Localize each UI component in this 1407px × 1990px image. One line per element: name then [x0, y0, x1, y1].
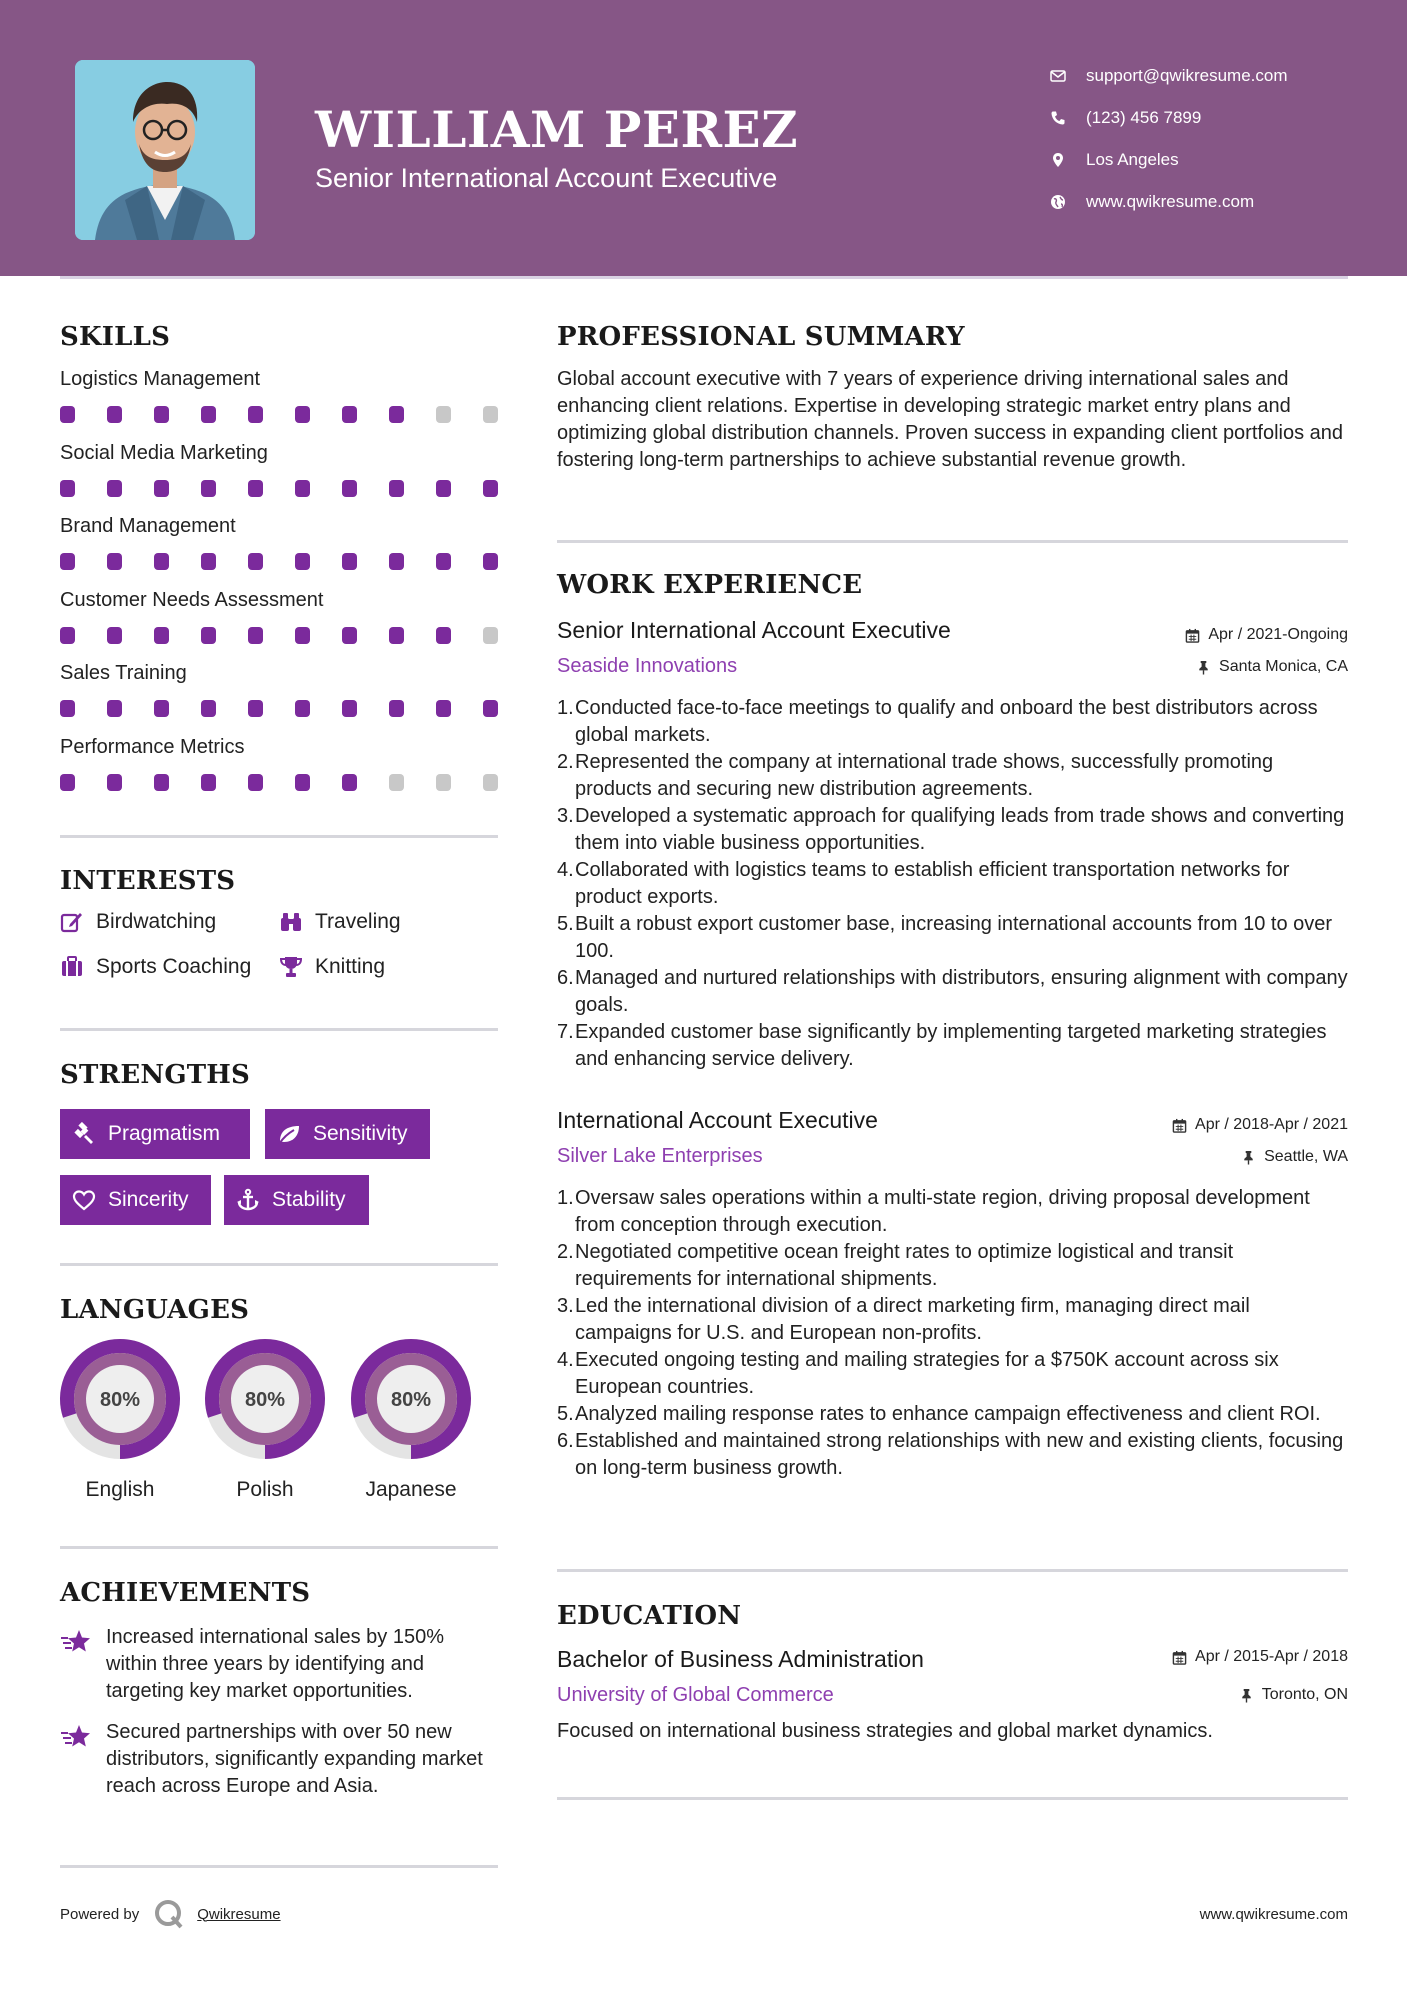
skill-name: Logistics Management: [60, 368, 261, 390]
rating-dot-filled: [248, 553, 263, 570]
bullet-item: [557, 1239, 1352, 1293]
rating-dot-filled: [154, 553, 169, 570]
bullet-number: 5.: [557, 913, 574, 935]
rating-dot-filled: [342, 700, 357, 717]
rating-dot-filled: [107, 774, 122, 791]
skill-item: [60, 662, 500, 717]
bullet-text: Oversaw sales operations within a multi-state region, driving proposal development from conception through execution.: [575, 1187, 1310, 1236]
bullet-item: [557, 965, 1352, 1019]
rating-dot-filled: [436, 627, 451, 644]
skill-item: [60, 515, 500, 570]
rating-dot-filled: [295, 406, 310, 423]
envelope-icon: [1050, 66, 1086, 86]
summary-heading: PROFESSIONAL SUMMARY: [557, 322, 965, 352]
bullet-text: Built a robust export customer base, increasing international accounts from 10 to over 100.: [575, 913, 1333, 962]
strength-tag: [265, 1109, 430, 1159]
skill-rating: [60, 700, 498, 717]
bullet-text: Expanded customer base significantly by implementing targeted marketing strategies and enhancing service delivery.: [575, 1021, 1327, 1070]
bullet-text: Negotiated competitive ocean freight rates to optimize logistical and transit requirements for international shipments.: [575, 1241, 1234, 1290]
education-dates-text: Apr / 2015-Apr / 2018: [1195, 1648, 1348, 1665]
skill-rating: [60, 774, 498, 791]
skill-rating: [60, 480, 498, 497]
bullet-item: [557, 1293, 1352, 1347]
leaf-icon: [277, 1122, 301, 1146]
binoculars-icon: [279, 910, 303, 934]
profile-photo: [75, 60, 255, 240]
calendar-icon: [1185, 628, 1200, 643]
pushpin-icon: [1196, 660, 1211, 675]
footer-website[interactable]: www.qwikresume.com: [1199, 1906, 1348, 1923]
bullet-item: [557, 695, 1352, 749]
strength-tag: [60, 1109, 250, 1159]
contact-email[interactable]: [1050, 55, 1288, 97]
contact-phone[interactable]: [1050, 97, 1288, 139]
bullet-item: [557, 1019, 1352, 1073]
rating-dot-filled: [389, 406, 404, 423]
rating-dot-filled: [248, 774, 263, 791]
language-percent: 80%: [390, 1389, 432, 1411]
language-donut: [350, 1338, 472, 1460]
rating-dot-filled: [201, 774, 216, 791]
bullet-number: 4.: [557, 1349, 574, 1371]
rating-dot-filled: [154, 480, 169, 497]
rating-dot-filled: [60, 627, 75, 644]
rating-dot-filled: [154, 700, 169, 717]
rating-dot-filled: [483, 553, 498, 570]
candidate-title: Senior International Account Executive: [315, 163, 778, 193]
rating-dot-filled: [389, 480, 404, 497]
rating-dot-filled: [342, 406, 357, 423]
languages-heading: LANGUAGES: [60, 1295, 250, 1325]
section-divider: [557, 540, 1348, 543]
rating-dot-filled: [107, 700, 122, 717]
interest-item: [279, 910, 401, 934]
rating-dot-filled: [483, 480, 498, 497]
bullet-item: [557, 1185, 1352, 1239]
rating-dot-filled: [389, 700, 404, 717]
bullet-number: 6.: [557, 1430, 574, 1452]
education-description: Focused on international business strategies and global market dynamics.: [557, 1720, 1213, 1742]
job-dates-text: Apr / 2021-Ongoing: [1208, 626, 1348, 643]
bullet-item: [557, 803, 1352, 857]
rating-dot-empty: [483, 774, 498, 791]
interest-item: [60, 910, 216, 934]
skill-name: Customer Needs Assessment: [60, 588, 324, 611]
bullet-text: Developed a systematic approach for qualifying leads from trade shows and converting them into viable business opportunities.: [575, 805, 1345, 854]
calendar-icon: [1172, 1650, 1187, 1665]
strength-tag: [60, 1175, 211, 1225]
contact-website-text: www.qwikresume.com: [1086, 192, 1255, 211]
rating-dot-filled: [154, 627, 169, 644]
bullet-number: 6.: [557, 967, 574, 989]
skill-rating: [60, 553, 498, 570]
rating-dot-filled: [107, 480, 122, 497]
gavel-icon: [72, 1122, 96, 1146]
language-percent: 80%: [99, 1389, 141, 1411]
skill-rating: [60, 627, 498, 644]
bullet-number: 5.: [557, 1403, 574, 1425]
rating-dot-filled: [389, 627, 404, 644]
skill-name: Brand Management: [60, 515, 236, 537]
experience-heading: WORK EXPERIENCE: [557, 570, 863, 600]
rating-dot-filled: [248, 480, 263, 497]
skill-item: [60, 368, 500, 423]
bullet-number: 7.: [557, 1021, 574, 1043]
rating-dot-empty: [483, 406, 498, 423]
bullet-number: 3.: [557, 1295, 574, 1317]
skills-heading: SKILLS: [60, 322, 171, 352]
skill-rating: [60, 406, 498, 423]
section-divider: [557, 1569, 1348, 1572]
rating-dot-filled: [295, 627, 310, 644]
job-location-text: Seattle, WA: [1264, 1148, 1348, 1165]
rating-dot-filled: [342, 480, 357, 497]
rating-dot-filled: [107, 627, 122, 644]
section-divider: [60, 1546, 498, 1549]
powered-by-label: Powered by: [60, 1905, 140, 1923]
rating-dot-filled: [342, 553, 357, 570]
strength-label: Stability: [272, 1188, 346, 1211]
rating-dot-filled: [248, 406, 263, 423]
strength-label: Sincerity: [108, 1188, 189, 1211]
degree-title: Bachelor of Business Administration: [557, 1646, 924, 1672]
education-location-text: Toronto, ON: [1261, 1686, 1348, 1703]
language-donut: [204, 1338, 326, 1460]
rating-dot-filled: [295, 700, 310, 717]
person-avatar-icon: [75, 60, 255, 240]
rating-dot-filled: [107, 406, 122, 423]
bullet-item: [557, 1347, 1352, 1401]
rating-dot-filled: [248, 627, 263, 644]
job-location: [1196, 658, 1348, 676]
job-dates: [1172, 1116, 1348, 1134]
rating-dot-filled: [342, 774, 357, 791]
heart-icon: [72, 1188, 96, 1212]
interest-label: Birdwatching: [96, 910, 217, 933]
language-item: [55, 1338, 185, 1502]
briefcase-icon: [60, 955, 84, 979]
bullet-number: 3.: [557, 805, 574, 827]
language-name: English: [85, 1478, 155, 1501]
rating-dot-filled: [436, 480, 451, 497]
rating-dot-empty: [389, 774, 404, 791]
bullet-text: Represented the company at international trade shows, successfully promoting products and securing new distribution agreements.: [575, 751, 1274, 800]
skill-name: Sales Training: [60, 662, 187, 684]
bullet-item: [557, 1401, 1352, 1428]
job-location: [1241, 1148, 1348, 1166]
language-item: [200, 1338, 330, 1502]
language-name: Japanese: [365, 1478, 457, 1501]
rating-dot-filled: [154, 774, 169, 791]
rating-dot-filled: [295, 553, 310, 570]
bullet-number: 1.: [557, 1187, 574, 1209]
edit-icon: [60, 910, 84, 934]
header-divider: [60, 276, 1348, 279]
interest-label: Knitting: [315, 955, 386, 978]
skill-item: [60, 442, 500, 497]
resume-header: [0, 0, 1407, 276]
rating-dot-filled: [60, 553, 75, 570]
rating-dot-filled: [60, 480, 75, 497]
job-title: International Account Executive: [557, 1107, 878, 1133]
anchor-icon: [236, 1188, 260, 1212]
strengths-heading: STRENGTHS: [60, 1060, 251, 1090]
strength-label: Sensitivity: [313, 1122, 408, 1145]
job-dates-text: Apr / 2018-Apr / 2021: [1195, 1116, 1348, 1133]
bullet-item: [557, 749, 1352, 803]
language-item: [346, 1338, 476, 1502]
rating-dot-filled: [436, 700, 451, 717]
rating-dot-filled: [60, 774, 75, 791]
language-name: Polish: [236, 1478, 294, 1501]
rating-dot-filled: [389, 553, 404, 570]
achievement-text: Secured partnerships with over 50 new distributors, significantly expanding market reach across Europe and Asia.: [106, 1721, 483, 1797]
rating-dot-filled: [248, 700, 263, 717]
interests-heading: INTERESTS: [60, 866, 236, 896]
bullet-item: [557, 911, 1352, 965]
school-name: University of Global Commerce: [557, 1684, 834, 1706]
bullet-text: Collaborated with logistics teams to establish efficient transportation networks for product exports.: [575, 859, 1290, 908]
job-title: Senior International Account Executive: [557, 617, 951, 643]
strength-tag: [224, 1175, 369, 1225]
job-bullets: [557, 695, 1352, 1073]
section-divider: [60, 1263, 498, 1266]
job-bullets: [557, 1185, 1352, 1482]
skill-item: [60, 736, 500, 791]
achievements-heading: ACHIEVEMENTS: [60, 1578, 311, 1608]
rating-dot-filled: [201, 627, 216, 644]
rating-dot-filled: [60, 700, 75, 717]
language-percent: 80%: [244, 1389, 286, 1411]
bullet-text: Established and maintained strong relationships with new and existing clients, focusing on long-term business growth.: [575, 1430, 1344, 1479]
section-divider: [60, 835, 498, 838]
bullet-item: [557, 857, 1352, 911]
rating-dot-filled: [201, 553, 216, 570]
rating-dot-filled: [295, 774, 310, 791]
rating-dot-empty: [483, 627, 498, 644]
section-divider: [60, 1865, 498, 1868]
achievement-item: [60, 1719, 500, 1800]
education-heading: EDUCATION: [557, 1601, 742, 1631]
contact-phone-text: (123) 456 7899: [1086, 108, 1202, 127]
bullet-number: 2.: [557, 751, 574, 773]
phone-icon: [1050, 108, 1086, 128]
contact-email-text: support@qwikresume.com: [1086, 66, 1288, 85]
contact-location-text: Los Angeles: [1086, 150, 1179, 169]
bullet-number: 4.: [557, 859, 574, 881]
calendar-icon: [1172, 1118, 1187, 1133]
rating-dot-filled: [201, 480, 216, 497]
section-divider: [60, 1028, 498, 1031]
job-location-text: Santa Monica, CA: [1219, 658, 1348, 675]
company-name: Silver Lake Enterprises: [557, 1145, 763, 1167]
star-award-icon: [60, 1628, 92, 1656]
bullet-number: 2.: [557, 1241, 574, 1263]
interest-label: Sports Coaching: [96, 955, 252, 978]
bullet-text: Analyzed mailing response rates to enhance campaign effectiveness and client ROI.: [575, 1403, 1321, 1425]
contact-list: [1050, 55, 1288, 223]
interest-item: [279, 955, 385, 979]
pushpin-icon: [1239, 1688, 1254, 1703]
summary-text: Global account executive with 7 years of experience driving international sales and enhancing client relations. Expertise in developing strategic market entry plans and optimizing global distribution channels. Proven success in expanding client portfolios and fostering long-term partnerships to achieve substantial revenue growth.: [557, 368, 1344, 471]
rating-dot-empty: [436, 406, 451, 423]
rating-dot-filled: [154, 406, 169, 423]
rating-dot-filled: [201, 700, 216, 717]
bullet-text: Managed and nurtured relationships with distributors, ensuring alignment with company goals.: [575, 967, 1348, 1016]
globe-icon: [1050, 192, 1086, 212]
star-award-icon: [60, 1723, 92, 1751]
rating-dot-filled: [295, 480, 310, 497]
contact-location: [1050, 139, 1288, 181]
skill-name: Performance Metrics: [60, 735, 245, 758]
rating-dot-filled: [201, 406, 216, 423]
company-name: Seaside Innovations: [557, 655, 738, 677]
bullet-item: [557, 1428, 1352, 1482]
candidate-name: WILLIAM PEREZ: [315, 100, 799, 159]
rating-dot-empty: [436, 774, 451, 791]
footer-powered-by: [60, 1898, 281, 1930]
bullet-text: Executed ongoing testing and mailing strategies for a $750K account across six European countries.: [575, 1349, 1279, 1398]
rating-dot-filled: [436, 553, 451, 570]
bullet-text: Conducted face-to-face meetings to qualify and onboard the best distributors across global markets.: [575, 697, 1318, 746]
rating-dot-filled: [60, 406, 75, 423]
rating-dot-filled: [107, 553, 122, 570]
rating-dot-filled: [483, 700, 498, 717]
skill-name: Social Media Marketing: [60, 441, 268, 464]
skill-item: [60, 589, 500, 644]
job-dates: [1185, 626, 1348, 644]
education-location: [1239, 1686, 1348, 1704]
pushpin-icon: [1241, 1150, 1256, 1165]
bullet-number: 1.: [557, 697, 574, 719]
trophy-icon: [279, 955, 303, 979]
rating-dot-filled: [342, 627, 357, 644]
language-donut: [59, 1338, 181, 1460]
bullet-text: Led the international division of a direct marketing firm, managing direct mail campaigns for U.S. and European non-profits.: [575, 1295, 1250, 1344]
footer-brand-link[interactable]: Qwikresume: [197, 1905, 281, 1923]
education-dates: [1172, 1648, 1348, 1666]
qwikresume-logo-icon: [153, 1898, 185, 1930]
achievement-item: [60, 1624, 500, 1705]
interest-item: [60, 955, 251, 979]
interest-label: Traveling: [315, 910, 401, 933]
section-divider: [557, 1797, 1348, 1800]
contact-website[interactable]: [1050, 181, 1288, 223]
strength-label: Pragmatism: [108, 1122, 221, 1145]
map-marker-icon: [1050, 150, 1086, 170]
achievement-text: Increased international sales by 150% within three years by identifying and targeting key market opportunities.: [106, 1626, 444, 1702]
